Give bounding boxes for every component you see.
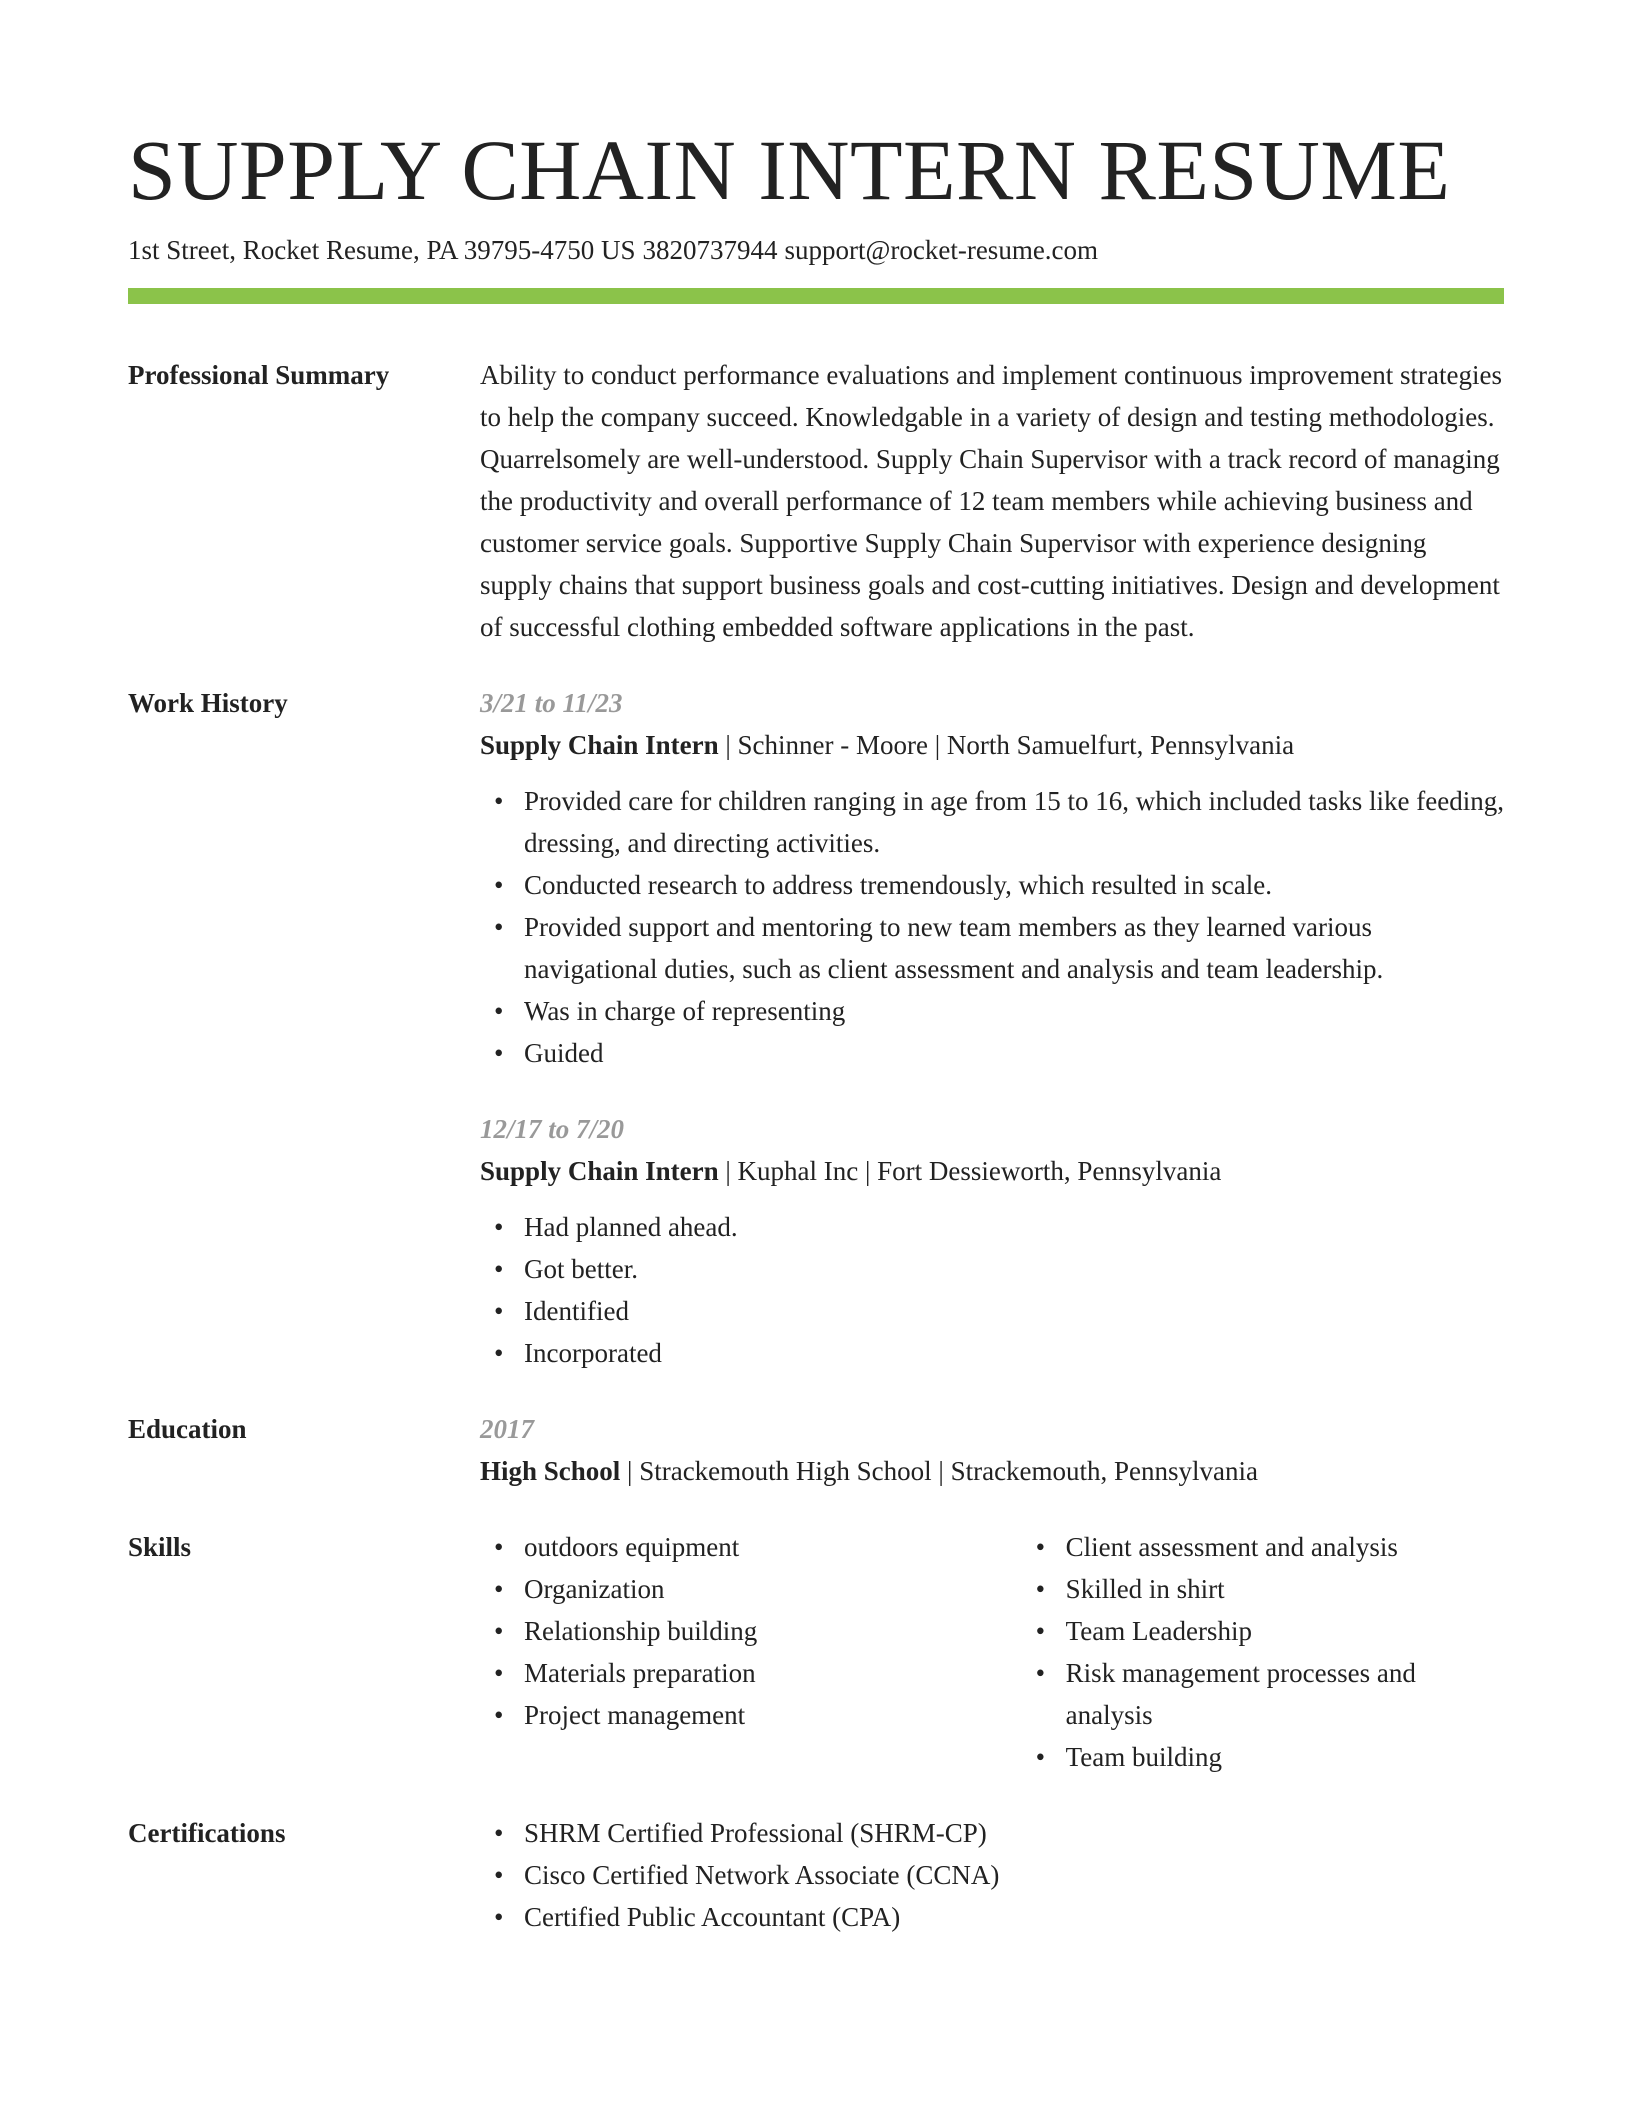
job-title: Supply Chain Intern <box>480 730 719 760</box>
list-item-text: Guided <box>524 1038 604 1068</box>
skill-text: Skilled in shirt <box>1065 1574 1225 1604</box>
bullet-icon: • <box>494 786 504 816</box>
skill-text: outdoors equipment <box>524 1532 740 1562</box>
list-item-text: Had planned ahead. <box>524 1212 738 1242</box>
job-details: | Schinner - Moore | North Samuelfurt, Pennsylvania <box>718 730 1295 760</box>
contact-line <box>128 232 1504 268</box>
bullet-icon: • <box>494 1296 504 1326</box>
section-body-skills <box>480 1526 1504 1778</box>
list-item <box>494 1032 1504 1074</box>
section-label-work-history: Work History <box>128 688 288 718</box>
skills-column-right <box>1022 1526 1504 1778</box>
job-entry <box>480 682 1504 1074</box>
skill-text: Relationship building <box>524 1616 758 1646</box>
list-item <box>494 1610 1022 1652</box>
bullet-icon: • <box>1035 1616 1046 1646</box>
bullet-icon: • <box>494 1254 504 1284</box>
job-dates: 3/21 to 11/23 <box>480 688 623 718</box>
list-item <box>494 1694 1022 1736</box>
bullet-icon: • <box>494 1700 504 1730</box>
list-item-text: Provided care for children ranging in age from 15 to 16, which included tasks like feeding, dressing, and directing activities. <box>524 786 1504 858</box>
list-item <box>1035 1610 1504 1652</box>
contact-address: 1st Street, Rocket Resume, PA 39795-4750 US <box>128 235 636 265</box>
bullet-icon: • <box>1035 1742 1046 1772</box>
section-body-work-history <box>480 682 1504 1374</box>
education-details: | Strackemouth High School | Strackemouth, Pennsylvania <box>620 1456 1259 1486</box>
certification-text: SHRM Certified Professional (SHRM-CP) <box>524 1818 987 1848</box>
section-body-summary <box>480 354 1504 648</box>
education-degree: High School <box>480 1456 621 1486</box>
bullet-icon: • <box>494 1902 504 1932</box>
list-item <box>494 1206 1504 1248</box>
list-item-text: Conducted research to address tremendously, which resulted in scale. <box>524 870 1273 900</box>
list-item <box>494 1290 1504 1332</box>
list-item <box>494 1812 1504 1854</box>
section-label-skills: Skills <box>128 1532 192 1562</box>
contact-phone: 3820737944 <box>642 235 778 265</box>
section-label-certifications: Certifications <box>128 1818 286 1848</box>
job-heading <box>480 724 1504 766</box>
job-bullets <box>480 1206 1504 1374</box>
header-accent-rule <box>128 288 1504 304</box>
bullet-icon: • <box>494 1616 504 1646</box>
certification-text: Cisco Certified Network Associate (CCNA) <box>524 1860 1000 1890</box>
bullet-icon: • <box>494 1338 504 1368</box>
bullet-icon: • <box>1035 1532 1046 1562</box>
bullet-icon: • <box>494 1658 504 1688</box>
list-item <box>494 1854 1504 1896</box>
certifications-list <box>480 1812 1504 1938</box>
bullet-icon: • <box>494 1532 504 1562</box>
list-item <box>494 906 1504 990</box>
list-item-text: Provided support and mentoring to new team members as they learned various navigational duties, such as client assessment and analysis and team leadership. <box>524 912 1384 984</box>
job-details: | Kuphal Inc | Fort Dessieworth, Pennsylvania <box>718 1156 1222 1186</box>
bullet-icon: • <box>494 1212 504 1242</box>
skill-text: Team Leadership <box>1065 1616 1252 1646</box>
summary-text: Ability to conduct performance evaluations and implement continuous improvement strategies to help the company succeed. Knowledgable in a variety of design and testing methodologies. Quarrelsomely are well-understood. Supply Chain Supervisor with a track record of managing the productivity and overall performance of 12 team members while achieving business and customer service goals. Supportive Supply Chain Supervisor with experience designing supply chains that support business goals and cost-cutting initiatives. Design and development of successful clothing embedded software applications in the past. <box>480 360 1502 642</box>
bullet-icon: • <box>494 996 504 1026</box>
list-item-text: Was in charge of representing <box>524 996 846 1026</box>
job-heading <box>480 1150 1504 1192</box>
skill-text: Risk management processes and analysis <box>1065 1658 1416 1730</box>
skill-text: Materials preparation <box>524 1658 756 1688</box>
bullet-icon: • <box>1035 1574 1046 1604</box>
list-item <box>494 1332 1504 1374</box>
skill-text: Team building <box>1065 1742 1223 1772</box>
bullet-icon: • <box>494 1818 504 1848</box>
bullet-icon: • <box>494 1860 504 1890</box>
list-item <box>494 1652 1022 1694</box>
list-item <box>1035 1736 1504 1778</box>
list-item <box>494 1568 1022 1610</box>
job-title: Supply Chain Intern <box>480 1156 719 1186</box>
section-work-history <box>128 682 1504 1374</box>
bullet-icon: • <box>494 870 504 900</box>
certification-text: Certified Public Accountant (CPA) <box>524 1902 901 1932</box>
section-body-certifications <box>480 1812 1504 1938</box>
list-item-text: Incorporated <box>524 1338 662 1368</box>
list-item <box>494 1248 1504 1290</box>
list-item <box>1035 1568 1504 1610</box>
skill-text: Client assessment and analysis <box>1065 1532 1398 1562</box>
list-item <box>1035 1652 1504 1736</box>
list-item <box>494 990 1504 1032</box>
job-entry <box>480 1108 1504 1374</box>
section-label-education: Education <box>128 1414 247 1444</box>
skills-grid <box>480 1526 1504 1778</box>
section-summary <box>128 354 1504 648</box>
resume-title: SUPPLY CHAIN INTERN RESUME <box>128 122 1451 218</box>
list-item <box>494 1896 1504 1938</box>
section-skills <box>128 1526 1504 1778</box>
bullet-icon: • <box>494 1038 504 1068</box>
section-label-summary: Professional Summary <box>128 360 390 390</box>
section-education <box>128 1408 1504 1492</box>
job-dates: 12/17 to 7/20 <box>480 1114 625 1144</box>
education-date: 2017 <box>480 1414 534 1444</box>
skills-column-left <box>480 1526 1022 1778</box>
bullet-icon: • <box>1035 1658 1046 1688</box>
job-bullets <box>480 780 1504 1074</box>
contact-email[interactable]: support@rocket-resume.com <box>784 235 1099 265</box>
list-item-text: Identified <box>524 1296 629 1326</box>
list-item-text: Got better. <box>524 1254 638 1284</box>
bullet-icon: • <box>494 1574 504 1604</box>
bullet-icon: • <box>494 912 504 942</box>
skill-text: Organization <box>524 1574 665 1604</box>
list-item <box>1035 1526 1504 1568</box>
section-body-education <box>480 1408 1504 1492</box>
list-item <box>494 780 1504 864</box>
list-item <box>494 864 1504 906</box>
skill-text: Project management <box>524 1700 746 1730</box>
list-item <box>494 1526 1022 1568</box>
education-heading <box>480 1450 1504 1492</box>
section-certifications <box>128 1812 1504 1938</box>
